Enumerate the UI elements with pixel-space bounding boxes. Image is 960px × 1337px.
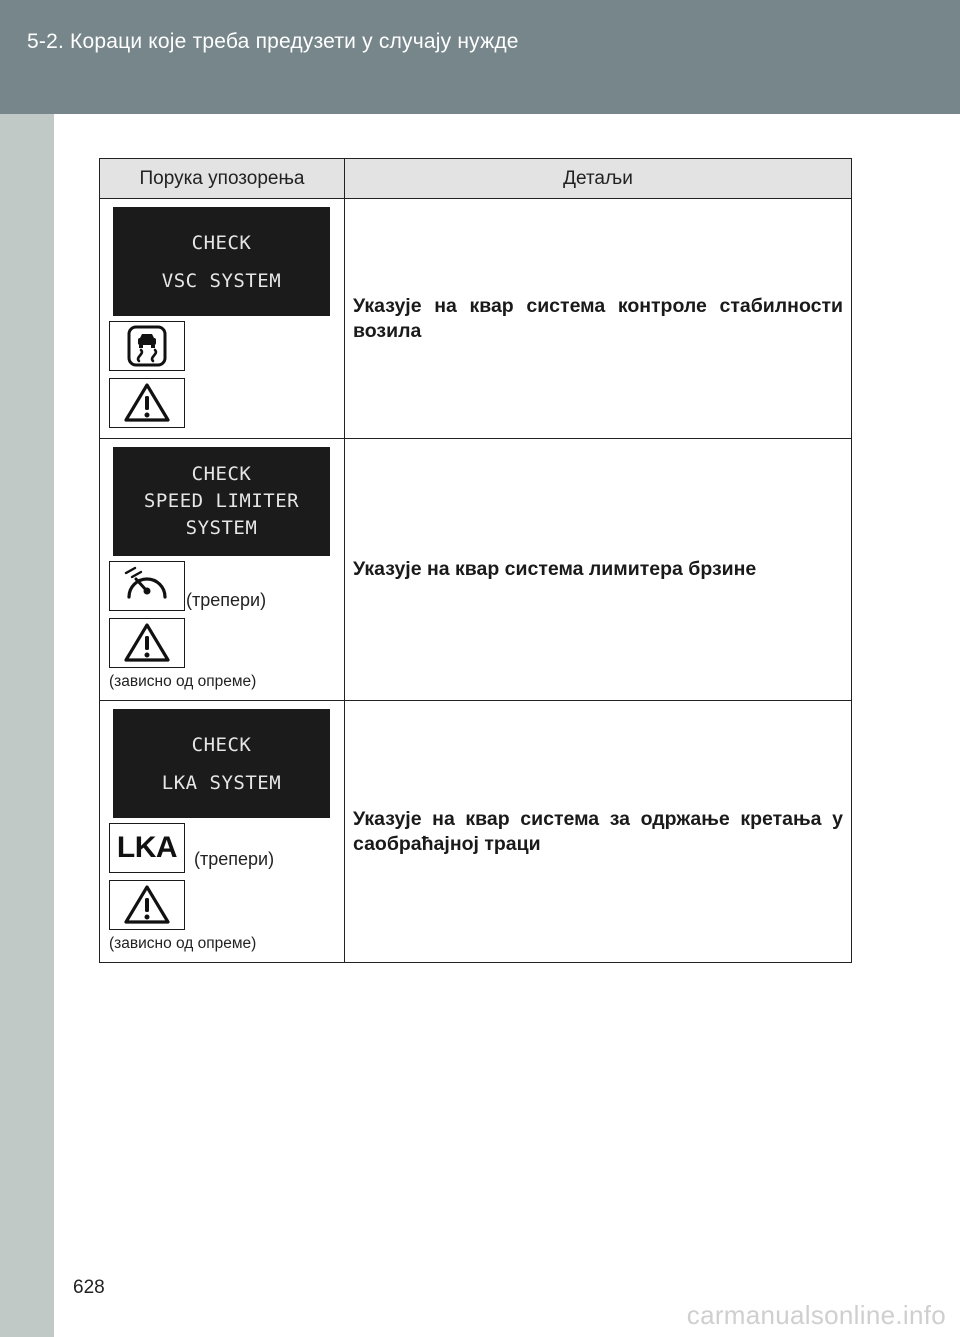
table-header-row [100, 159, 852, 199]
display-line: SYSTEM [185, 517, 258, 539]
side-strip [0, 114, 54, 1337]
warning-message-cell [100, 199, 345, 439]
table-row [100, 439, 852, 701]
warning-message-cell [100, 701, 345, 963]
details-text: Указује на квар система за одржање кретања у саобраћајној траци [345, 701, 852, 963]
table-row [100, 199, 852, 439]
warning-triangle-icon [109, 378, 185, 428]
speed-limiter-icon [109, 561, 185, 611]
page-number: 628 [73, 1277, 105, 1298]
warning-messages-table [99, 158, 852, 963]
display-line: VSC SYSTEM [161, 269, 282, 292]
chapter-title: 5-2. Кораци које треба предузети у случају нужде [27, 30, 519, 53]
chapter-header [0, 0, 960, 114]
flashing-note: (трепери) [186, 590, 267, 610]
column-header-details: Детаљи [345, 159, 852, 199]
display-message-speed-limiter [113, 447, 330, 556]
lka-icon [109, 823, 185, 873]
display-message-lka [113, 709, 330, 818]
table-row [100, 701, 852, 963]
lka-icon-label: LKA [116, 831, 178, 864]
equipment-note: (зависно од опреме) [109, 935, 257, 952]
display-line: CHECK [191, 231, 252, 254]
display-line: CHECK [191, 733, 252, 756]
display-line: LKA SYSTEM [161, 771, 282, 794]
display-line: SPEED LIMITER [143, 490, 300, 512]
equipment-note: (зависно од опреме) [109, 673, 257, 690]
warning-message-cell [100, 439, 345, 701]
warning-triangle-icon [109, 618, 185, 668]
flashing-note: (трепери) [194, 849, 275, 869]
watermark: carmanualsonline.info [686, 1300, 946, 1330]
details-text: Указује на квар система контроле стабилности возила [345, 199, 852, 439]
details-text: Указује на квар система лимитера брзине [345, 439, 852, 701]
column-header-warning-message: Порука упозорења [100, 159, 345, 199]
warning-triangle-icon [109, 880, 185, 930]
display-message-vsc [113, 207, 330, 316]
vsc-off-skid-icon [109, 321, 185, 371]
display-line: CHECK [191, 463, 252, 485]
